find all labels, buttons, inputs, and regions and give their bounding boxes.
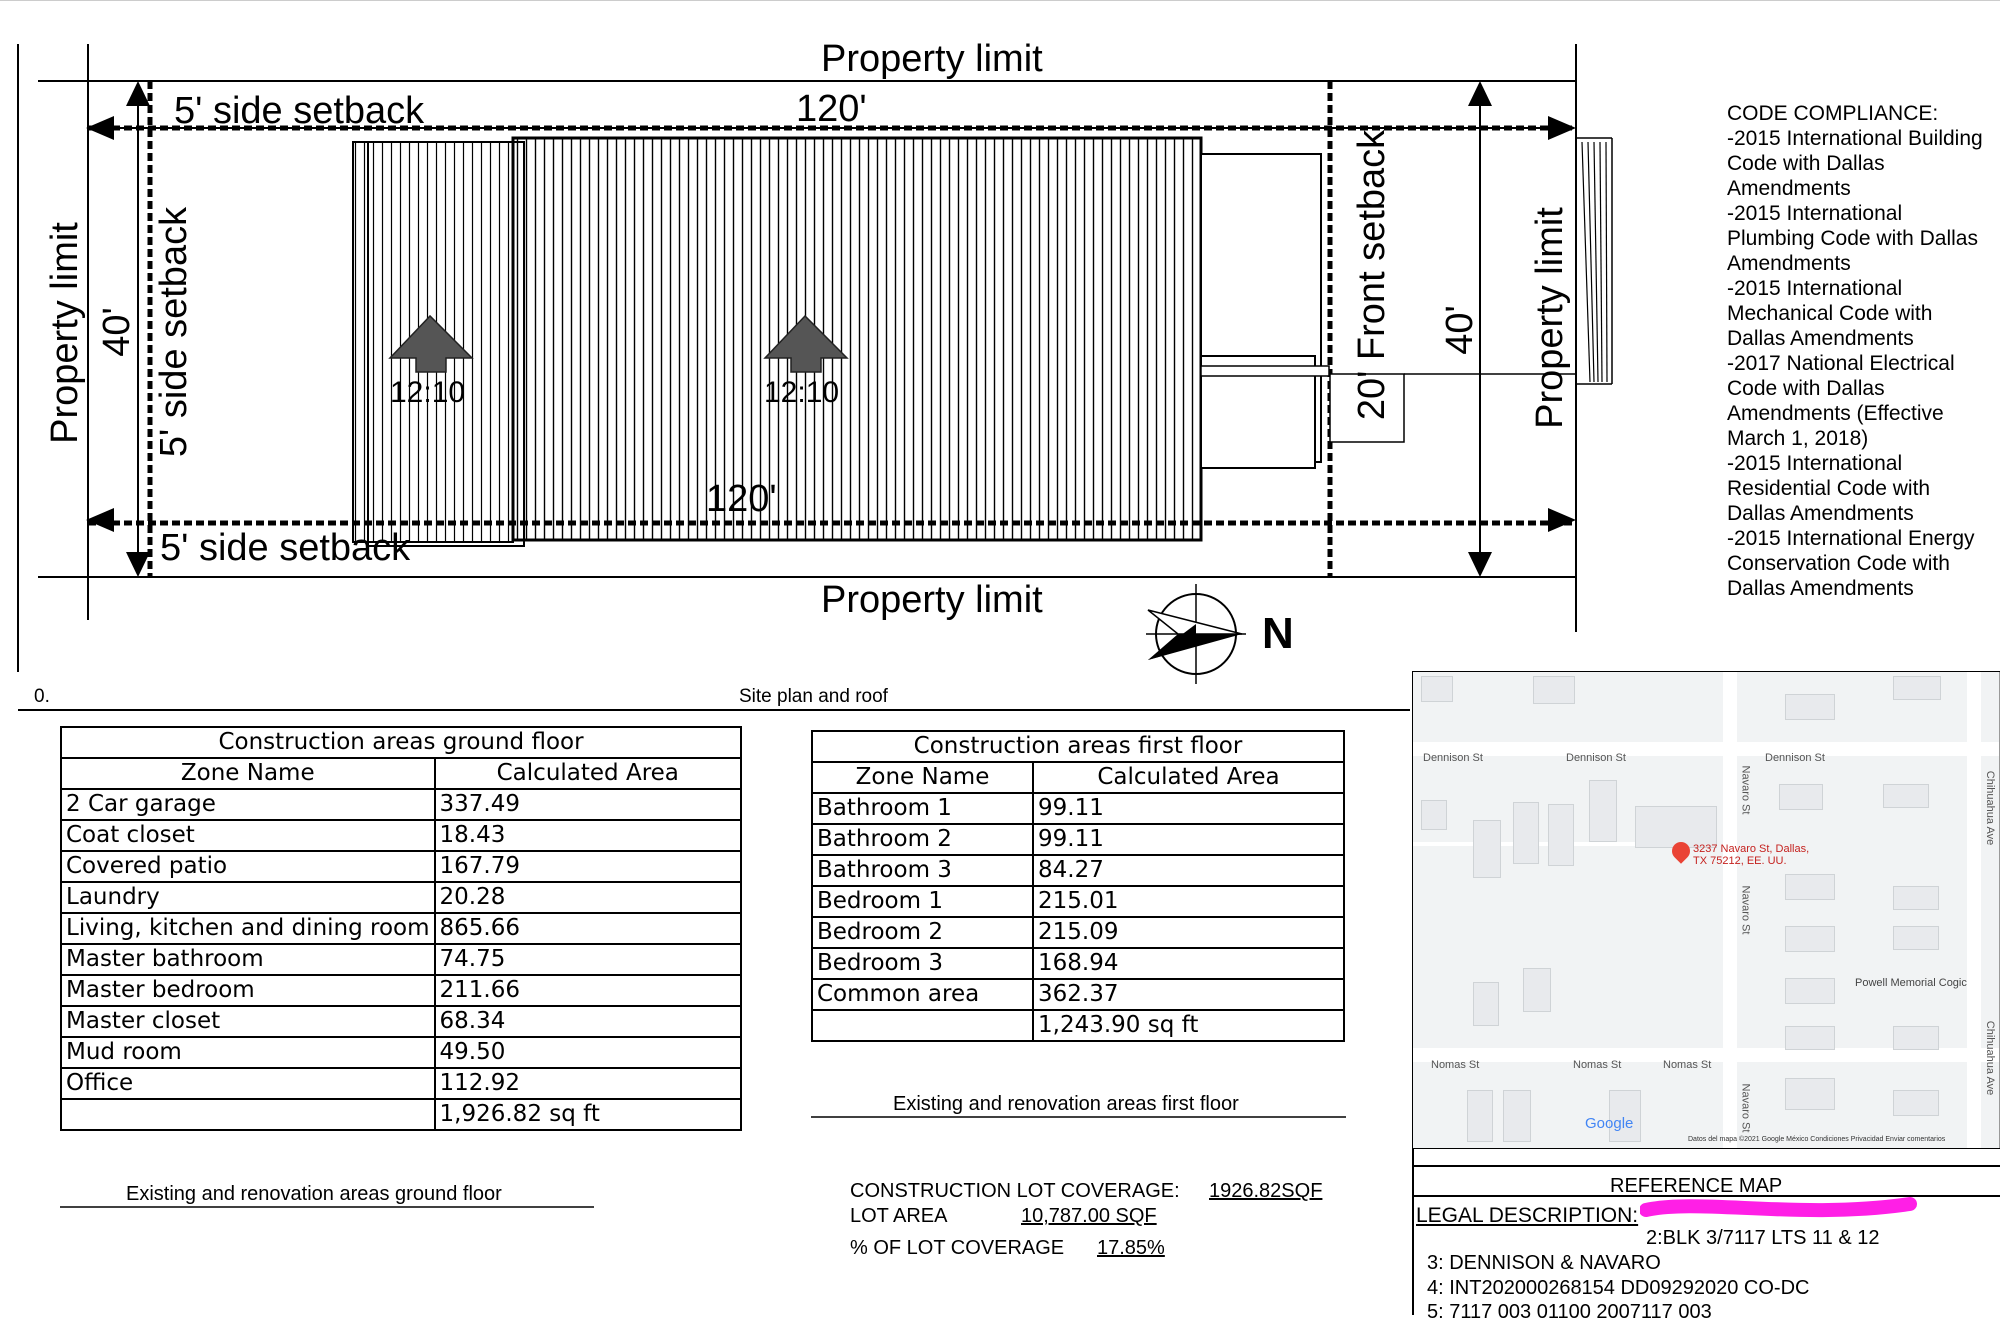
dim-width-left: 40'	[96, 307, 138, 357]
google-logo: Google	[1585, 1115, 1634, 1132]
ground-floor-table	[60, 726, 742, 1131]
front-setback-label: 20' Front setback	[1351, 129, 1393, 421]
map-footer: Datos del mapa ©2021 Google México Condiciones Privacidad Enviar comentarios	[1688, 1136, 1946, 1143]
north-label: N	[1262, 609, 1294, 658]
table-row: Bathroom 2 99.11	[812, 824, 1344, 855]
construction-coverage-label: CONSTRUCTION LOT COVERAGE:	[850, 1180, 1180, 1202]
drawing-number: 0.	[34, 686, 50, 707]
lot-area-value: 10,787.00 SQF	[1021, 1205, 1157, 1227]
side-setback-top: 5' side setback	[174, 90, 425, 132]
table-row: Coat closet 18.43	[61, 820, 741, 851]
dim-width-right: 40'	[1439, 305, 1481, 355]
arrow-left-top	[86, 116, 114, 140]
existing-areas-ground: Existing and renovation areas ground floor	[126, 1183, 502, 1205]
legal-label: LEGAL DESCRIPTION:	[1416, 1204, 1639, 1227]
property-limit-bottom: Property limit	[821, 579, 1043, 621]
arrow-right-top	[1548, 116, 1576, 140]
table-row: Common area 362.37	[812, 979, 1344, 1010]
reference-map-title: REFERENCE MAP	[1610, 1175, 1783, 1197]
lot-coverage-percent-value: 17.85%	[1097, 1237, 1165, 1259]
first-floor-table	[811, 730, 1345, 1042]
property-limit-right: Property limit	[1529, 207, 1571, 429]
table-row: Covered patio 167.79	[61, 851, 741, 882]
code-compliance: CODE COMPLIANCE: -2015 International Building Code with Dallas Amendments -2015 International Plumbing Code with Dallas Amendments -2015 International Mechanical Code with Dallas Amendments -2017 National Electrical Code with Dallas Amendments (Effective March 1, 2018) -2015 International Residential Code with Dallas Amendments -2015 International Energy Conservation Code with Dallas Amendments	[1727, 102, 1983, 600]
table-row: Living, kitchen and dining room 865.66	[61, 913, 741, 944]
legal-line2: 2:BLK 3/7117 LTS 11 & 12	[1646, 1227, 1880, 1249]
roof-pitch-main: 12:10	[764, 376, 840, 409]
roof-pitch-garage: 12:10	[390, 376, 466, 409]
arrow-down-left	[126, 552, 150, 577]
col-area: Calculated Area	[435, 758, 741, 789]
property-limit-left: Property limit	[44, 222, 86, 444]
table-row: Office 112.92	[61, 1068, 741, 1099]
table-row: Bathroom 1 99.11	[812, 793, 1344, 824]
sidewalk-hatch	[1576, 138, 1612, 384]
reference-map[interactable]: Dennison St Dennison St Dennison St Nomas St Nomas St Nomas St Navaro St Navaro St Navaro St Chihuahua Ave Chihuahua Ave 3237 Navaro St, Dallas, TX 75212, EE. UU. Powell Memorial Cogic Google Datos del mapa ©2021 Google México Condiciones Privacidad Enviar comentarios	[1413, 672, 2000, 1148]
arrow-up-right	[1468, 81, 1492, 106]
existing-areas-first: Existing and renovation areas first floor	[893, 1093, 1239, 1115]
table-title: Construction areas first floor	[812, 731, 1344, 762]
table-title: Construction areas ground floor	[61, 727, 741, 758]
lot-area-label: LOT AREA	[850, 1205, 948, 1227]
side-setback-bottom: 5' side setback	[160, 527, 411, 569]
property-limit-top: Property limit	[821, 38, 1043, 80]
table-row: Master bathroom 74.75	[61, 944, 741, 975]
legal-line3: 3: DENNISON & NAVARO	[1427, 1252, 1661, 1274]
table-total-row: 1,926.82 sq ft	[61, 1099, 741, 1130]
table-row: 2 Car garage 337.49	[61, 789, 741, 820]
side-setback-left: 5' side setback	[153, 206, 195, 458]
legal-line4: 4: INT202000268154 DD09292020 CO-DC	[1427, 1277, 1810, 1299]
col-zone: Zone Name	[61, 758, 435, 789]
legal-line5: 5: 7117 003 01100 2007117 003	[1427, 1301, 1712, 1323]
dim-length-bottom: 120'	[706, 478, 777, 520]
table-row: Master closet 68.34	[61, 1006, 741, 1037]
map-address: 3237 Navaro St, Dallas,	[1693, 843, 1810, 855]
arrow-left-bottom	[86, 508, 114, 532]
main-roof	[513, 138, 1201, 540]
table-row: Laundry 20.28	[61, 882, 741, 913]
table-row: Bedroom 3 168.94	[812, 948, 1344, 979]
construction-coverage-value: 1926.82SQF	[1209, 1180, 1323, 1202]
arrow-right-bottom	[1548, 508, 1576, 532]
arrow-up-left	[126, 81, 150, 106]
table-row: Mud room 49.50	[61, 1037, 741, 1068]
lot-coverage-percent-label: % OF LOT COVERAGE	[850, 1237, 1065, 1259]
arrow-down-right	[1468, 552, 1492, 577]
drawing-title: Site plan and roof	[739, 686, 888, 707]
table-total-row: 1,243.90 sq ft	[812, 1010, 1344, 1041]
table-row: Bathroom 3 84.27	[812, 855, 1344, 886]
col-zone: Zone Name	[812, 762, 1033, 793]
col-area: Calculated Area	[1033, 762, 1344, 793]
table-row: Master bedroom 211.66	[61, 975, 741, 1006]
redaction-mark	[1640, 1194, 1918, 1222]
table-row: Bedroom 1 215.01	[812, 886, 1344, 917]
map-poi: Powell Memorial Cogic	[1855, 977, 1967, 989]
north-arrow-icon	[1146, 584, 1246, 684]
dim-length-top: 120'	[796, 88, 867, 130]
table-row: Bedroom 2 215.09	[812, 917, 1344, 948]
